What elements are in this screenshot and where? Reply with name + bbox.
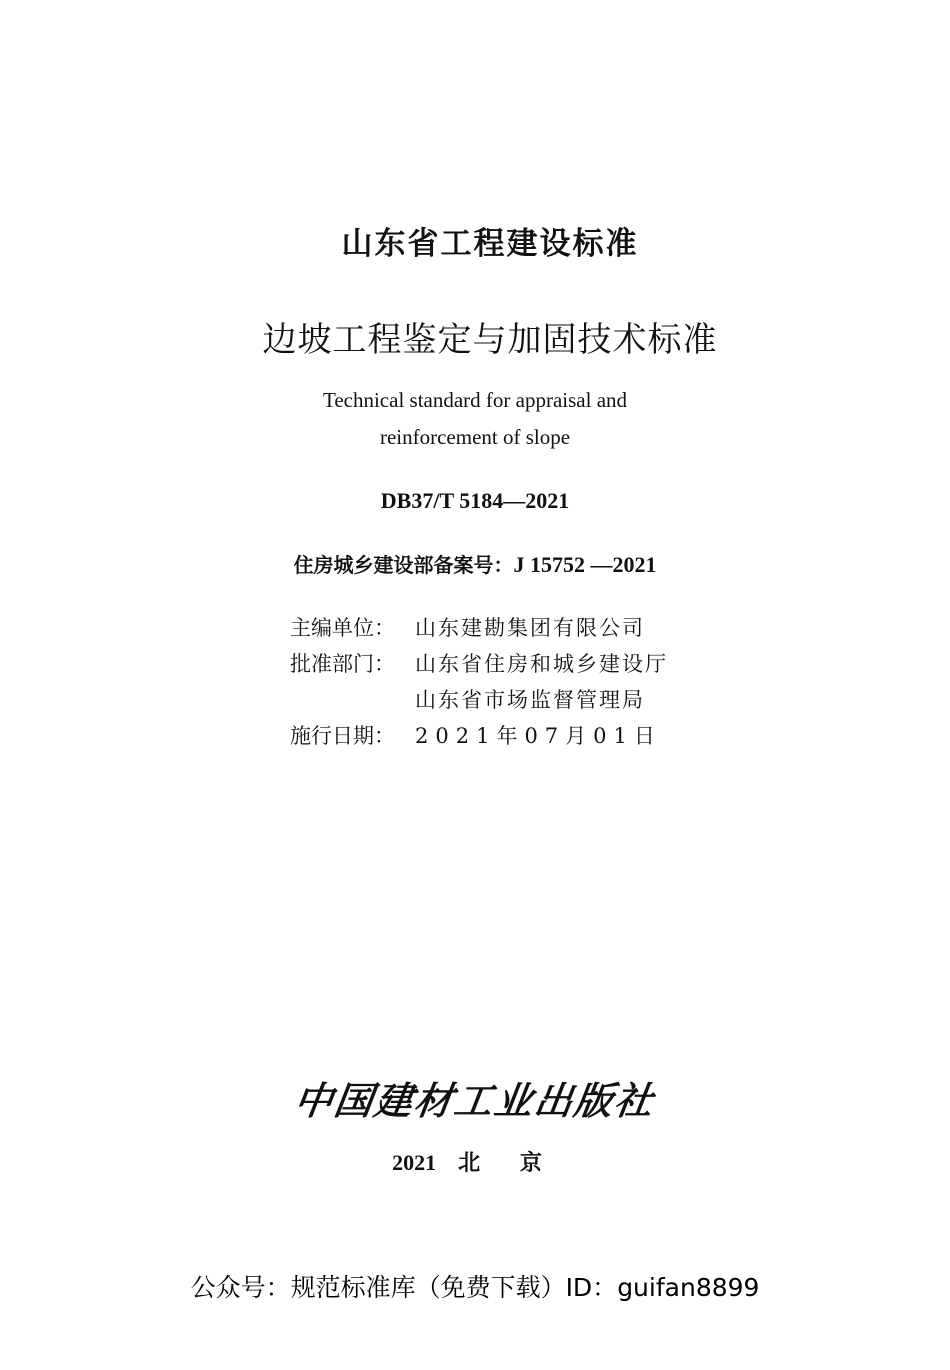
editor-label: 主编单位： (290, 616, 395, 640)
publication-city: 北 京 (458, 1151, 558, 1176)
publication-year: 2021 (392, 1150, 437, 1175)
document-info-block (290, 610, 770, 754)
standard-series-title: 山东省工程建设标准 (341, 226, 639, 262)
approver-value-1: 山东省住房和城乡建设厅 (415, 652, 668, 676)
effective-date-value: 2021年07月01日 (415, 724, 662, 748)
footer-watermark-text: 公众号：规范标准库（免费下载）ID：guifan8899 (190, 1273, 760, 1302)
editor-value: 山东建勘集团有限公司 (415, 616, 645, 640)
publication-place (0, 1146, 950, 1177)
standard-code: DB37/T 5184—2021 (380, 488, 570, 513)
document-title-chinese: 边坡工程鉴定与加固技术标准 (262, 320, 718, 360)
effective-date-label: 施行日期： (290, 724, 395, 748)
approver-row-2 (290, 682, 770, 718)
publisher-logo-text: 中国建材工业出版社 (291, 1078, 658, 1123)
record-number-label: 住房城乡建设部备案号： (293, 553, 514, 577)
document-title-english-line-2: reinforcement of slope (379, 425, 571, 449)
effective-date-row (290, 718, 770, 754)
approver-label: 批准部门： (290, 652, 395, 676)
approver-row (290, 646, 770, 682)
approver-value-2: 山东省市场监督管理局 (415, 688, 645, 712)
editor-row (290, 610, 770, 646)
document-title-english-line-1: Technical standard for appraisal and (322, 388, 628, 412)
record-number (0, 549, 950, 578)
record-number-value: J 15752 —2021 (513, 552, 657, 577)
